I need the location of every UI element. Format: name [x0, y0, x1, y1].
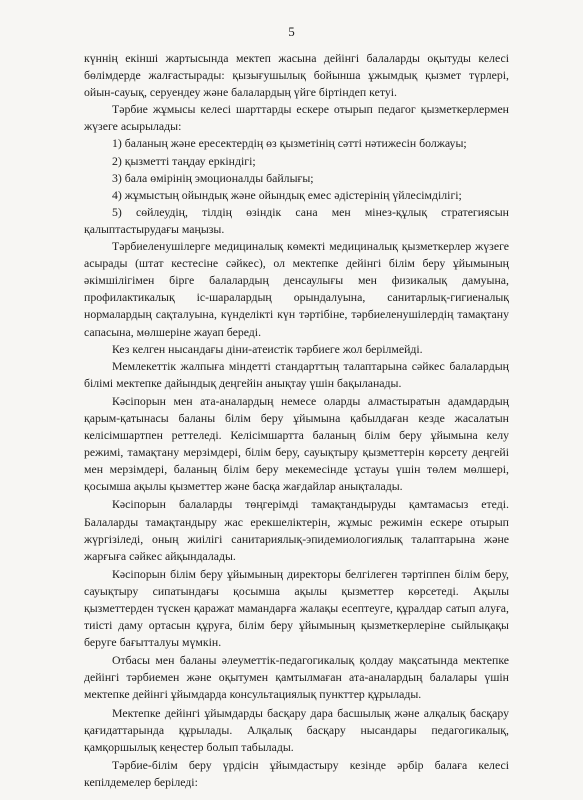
- paragraph-parent-contract: Кәсіпорын мен ата-аналардың немесе оларды алмастыратын адамдардың қарым-қатынасы баланы білім беру ұйымына қабылдаған кезде жасалатын келісімшартпен реттеледі. Келісімшартта баланың білім беру ұйымына келу режимі, тамақтану мерзімдері, білім беру, сауықтыру қызметтерін көрсету деңгейі мен мерзімдері, баланың білім беру мекемесінде ұстауы үшін төлем мөлшері, қосымша ақылы қызметтер және басқа жағдайлар анықталады.: [84, 393, 509, 494]
- list-item: 5) сөйлеудің, тілдің өзіндік сана мен мінез-құлық стратегиясын қалыптастырудағы маңызы.: [84, 204, 509, 236]
- page-number: 5: [288, 24, 295, 39]
- list-item: 3) бала өмірінің эмоционалды байлығы;: [112, 170, 314, 185]
- paragraph-daily-routine-continuation: күннің екінші жартысында мектеп жасына дейінгі балаларды оқытуды келесі бөлімдерде жалғастырады: қызығушылық бойынша ұжымдық қызмет түрлері, ойын-сауық, серуендеу және балалардың үйге біртіндеп кетуі.: [84, 51, 509, 100]
- paragraph-state-standard: Мемлекеттік жалпыға міндетті стандарттың талаптарына сәйкес балалардың білімі мектепке дайындық деңгейін анықтау үшін бақыланады.: [84, 358, 509, 390]
- paragraph-upbringing-conditions: Тәрбие жұмысы келесі шарттарды ескере отырып педагог қызметкерлермен жүзеге асырылады:: [84, 102, 509, 134]
- conditions-list: [84, 135, 509, 238]
- paragraph-nutrition: Кәсіпорын балаларды төңгерімді тамақтандыруды қамтамасыз етеді. Балаларды тамақтандыру жас ерекшеліктерін, жұмыс режимін ескере отырып жүргізіледі, оның жиілігі санитариялық-эпидемиологиялық талаптарына және жарғыға сәйкес айқындалады.: [84, 497, 509, 563]
- paragraph-consultation-points: Отбасы мен баланы әлеуметтік-педагогикалық қолдау мақсатында мектепке дейінгі тәрбиемен және оқытумен қамтылмаған ата-аналардың балалары үшін мектепке дейінгі ұйымдарда консультациялық пункттер құрылады.: [84, 653, 509, 702]
- paragraph-religious-education: Кез келген нысандағы діни-атеистік тәрбиеге жол берілмейді.: [112, 341, 423, 356]
- paragraph-management: Мектепке дейінгі ұйымдарды басқару дара басшылық және алқалық басқару қағидаттарында құрылады. Алқалық басқару нысандары педагогикалық, қамқоршылық кеңестер болып табылады.: [84, 705, 509, 754]
- list-item: 1) баланың және ересектердің өз қызметінің сәтті нәтижесін болжауы;: [112, 136, 467, 151]
- paragraph-paid-services: Кәсіпорын білім беру ұйымының директоры белгілеген тәртіппен білім беру, сауықтыру сипатындағы қосымша ақылы қызметтер көрсетеді. Ақылы қызметтерден түскен қаражат мамандарға жалақы есептеуге, құралдар сатып алуға, тиісті даму ортасын құруға, білім беру ұйымының қызметкерлеріне сыйлықақы беруге бағытталуы мүмкін.: [84, 566, 509, 650]
- list-item: 4) жұмыстың ойындық және ойындық емес әдістерінің үйлесімділігі;: [112, 187, 462, 202]
- paragraph-medical-care: Тәрбиеленушілерге медициналық көмекті медициналық қызметкерлер жүзеге асырады (штат кестесіне сәйкес), ол мектепке дейінгі білім беру ұйымының әкімшілігімен бірге балалардың денсаулығы мен физикалық дамуына, профилактикалық іс-шаралардың орындалуына, санитарлық-гигиеналық нормалардың сақталуына, күнделікті күн тәртібіне, тәрбиеленушілердің тамақтану сапасына, мөлшеріне жауап береді.: [84, 239, 509, 339]
- list-item: 2) қызметті таңдау еркіндігі;: [112, 153, 256, 168]
- paragraph-guarantees: Тәрбие-білім беру үрдісін ұйымдастыру кезінде әрбір балаға келесі кепілдемелер беріледі:: [84, 757, 509, 789]
- document-body: [84, 50, 509, 791]
